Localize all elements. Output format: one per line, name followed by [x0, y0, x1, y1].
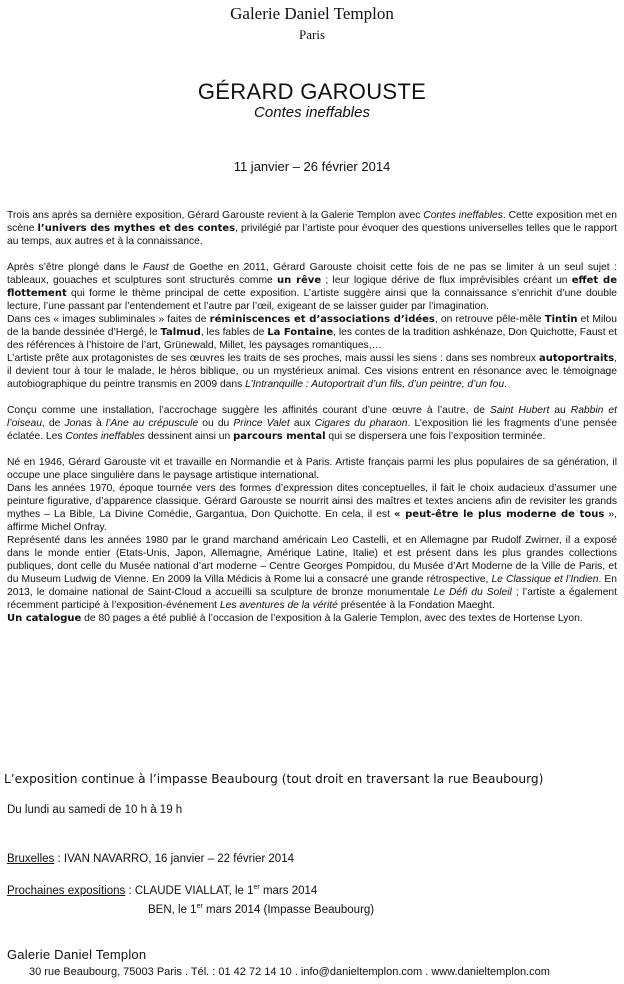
paragraph-catalogue	[7, 612, 617, 625]
continuation-notice: L’exposition continue à l’impasse Beaubourg (tout droit en traversant la rue Beaubourg)	[4, 772, 544, 786]
footer-contact: 30 rue Beaubourg, 75003 Paris . Tél. : 01 42 72 14 10 . info@danieltemplon.com . www.danieltemplon.com	[29, 966, 550, 978]
text-run: , de	[41, 418, 65, 429]
artist-name: GÉRARD GAROUSTE	[197, 79, 427, 104]
text-run: Après s’être plongé dans le	[7, 262, 143, 273]
upcoming-label: Prochaines expositions	[7, 885, 126, 897]
text-run: et Milou de la bande dessinée d’Hergé, le	[7, 314, 617, 338]
text-run-bold: parcours mental	[233, 431, 326, 442]
text-run: au	[549, 405, 571, 416]
text-run-bold: l’univers des mythes et des contes	[37, 223, 236, 234]
text-run: , les contes de la tradition ashkénaze, Don Quichotte, Faust et des références à l’histoire de l’art, Grünewald, Millet, les paysages romantiques,…	[7, 327, 618, 351]
text-run-italic: Rabbin et l’oiseau	[7, 405, 617, 429]
text-run: .	[504, 379, 507, 390]
text-run-bold: effet de flottement	[7, 275, 618, 299]
exhibition-dates: 11 janvier – 26 février 2014	[233, 159, 391, 174]
text-run: Dans les années 1970, époque tournée vers des formes d’expression dites conceptuelles, il fait le choix audacieux d’assumer une peinture figurative, d’apparence classique. Gérard Garouste se nourrit ainsi des maîtres et textes anciens afin de revisiter les grands mythes – La Bible, La Divine Comédie, Gargantua, Don Quichotte. En cela, il est	[7, 483, 617, 520]
text-run: Représenté dans les années 1980 par le grand marchand américain Leo Castelli, et en Allemagne par Rudolf Zwirner, il a exposé dans le monde entier (Etats-Unis, Japon, Allemagne, Amérique Latine, Italie) et est présent dans les plus grandes collections publiques, dont celle du Musée national d’art moderne – Centre Georges Pompidou, du Musée d’Art Moderne de la Ville de Paris, et du Museum Ludwig de Vienne. En 2009 la Villa Médicis à Rome lui a consacré une grande rétrospective,	[7, 535, 617, 585]
text-run-bold: réminiscences et d’associations d’idées	[209, 314, 435, 325]
text-run: ; leur logique dérive de flux imprévisibles créant un	[321, 275, 572, 286]
text-run-italic: Faust	[143, 262, 169, 273]
text-run-bold: un rêve	[277, 275, 322, 286]
text-run: Trois ans après sa dernière exposition, Gérard Garouste revient à la Galerie Templon avec	[7, 210, 424, 221]
text-run-bold: « peut-être le plus moderne de tous	[394, 509, 605, 520]
gallery-city: Paris	[299, 27, 325, 42]
text-run: Conçu comme une installation, l’accrochage suggère les affinités courant d’une œuvre à l’autre, de	[7, 405, 490, 416]
paragraph-faust	[7, 261, 617, 313]
brussels-text: : IVAN NAVARRO, 16 janvier – 22 février 2014	[54, 853, 294, 865]
paragraph-biography	[7, 456, 617, 482]
text-run: qui se dispersera une fois l’exposition terminée.	[325, 431, 546, 442]
paragraph-installation	[7, 404, 617, 443]
text-run: , les fables de	[200, 327, 268, 338]
ordinal-suffix: er	[253, 884, 260, 892]
text-run-italic: Les aventures de la vérité	[219, 600, 338, 611]
text-run-bold: autoportraits	[539, 353, 615, 364]
text-run: aux	[289, 418, 315, 429]
ordinal-suffix: er	[196, 903, 203, 911]
text-run-italic: L’Intranquille : Autoportrait d’un fils, d’un peintre, d’un fou	[245, 379, 505, 390]
text-run: . Cette exposition met en scène	[7, 210, 618, 234]
gallery-name-header: Galerie Daniel Templon	[230, 4, 394, 23]
text-run-bold: Un catalogue	[7, 613, 82, 624]
text-run-bold: Talmud	[160, 327, 201, 338]
text-run-italic: Contes ineffables	[65, 431, 145, 442]
text-run: Dans ces « images subliminales » faites de	[7, 314, 210, 325]
upcoming-line1-text: : CLAUDE VIALLAT, le 1	[125, 885, 254, 897]
paragraph-intro	[7, 209, 617, 248]
paragraph-images	[7, 313, 617, 352]
footer-gallery-name: Galerie Daniel Templon	[7, 947, 147, 962]
text-run-italic: Contes ineffables	[423, 210, 503, 221]
text-run: L’artiste prête aux protagonistes de ses œuvres les traits de ses proches, mais aussi les siens : dans ses nombreux	[7, 353, 540, 364]
exhibition-title: Contes ineffables	[254, 104, 370, 121]
text-run-italic: Cigares du pharaon	[314, 418, 408, 429]
opening-hours: Du lundi au samedi de 10 h à 19 h	[7, 804, 183, 816]
text-run: qui forme le thème principal de cette exposition. L’artiste suggère ainsi que la connaissance s’enrichit d’une double lecture, l’une passant par l’entendement et l’autre par l’œil, exigeant de se laisser guider par l’imagination.	[7, 288, 617, 312]
text-run: de 80 pages a été publié à l’occasion de l’exposition à la Galerie Templon, avec des textes de Hortense Lyon.	[81, 613, 583, 624]
text-run-italic: Jonas	[64, 418, 92, 429]
text-run: . En 2013, le domaine national de Saint-Cloud a accueilli sa sculpture de bronze monumentale	[7, 574, 617, 598]
text-run-italic: Le Classique et l’Indien	[491, 574, 599, 585]
upcoming-line1-date: mars 2014	[259, 885, 318, 897]
text-run: Né en 1946, Gérard Garouste vit et travaille en Normandie et à Paris. Artiste français parmi les plus populaires de sa génération, il occupe une place singulière dans le paysage artistique international.	[7, 457, 617, 481]
paragraph-collections	[7, 534, 617, 612]
upcoming-line2-text: BEN, le 1	[148, 904, 197, 916]
upcoming-exhibition-second	[148, 904, 374, 916]
text-run: », affirme Michel Onfray.	[7, 509, 617, 533]
text-run: , il devient tour à tour le malade, le héros biblique, ou un mystérieux animal. Ces visions entrent en résonance avec le témoignage autobiographique du peintre transmis en 2009 dans	[7, 353, 617, 390]
press-text	[7, 209, 617, 625]
paragraph-portraits	[7, 352, 617, 391]
text-run-bold: Tintin	[544, 314, 578, 325]
text-run-bold: La Fontaine	[267, 327, 334, 338]
text-run: , privilégié par l’artiste pour évoquer des questions universelles telles que le rapport au temps, aux autres et à la connaissance.	[7, 223, 617, 247]
text-run-italic: Le Défi du Soleil	[433, 587, 512, 598]
text-run: à	[91, 418, 106, 429]
text-run-italic: Prince Valet	[233, 418, 290, 429]
text-run: de Goethe en 2011, Gérard Garouste choisit cette fois de ne pas se limiter à un seul sujet : tableaux, gouaches et sculptures sont structurés comme	[7, 262, 617, 286]
upcoming-exhibitions	[7, 885, 317, 897]
text-run: . L’exposition lie les fragments d’une pensée éclatée. Les	[7, 418, 617, 442]
text-run: ou du	[198, 418, 234, 429]
text-run: présentée à la Fondation Maeght.	[337, 600, 495, 611]
text-run-italic: Saint Hubert	[489, 405, 550, 416]
text-run: , on retrouve pêle-mêle	[434, 314, 545, 325]
upcoming-line2-date: mars 2014 (Impasse Beaubourg)	[202, 904, 375, 916]
brussels-exhibition	[7, 853, 294, 865]
text-run: ; l’artiste a également récemment participé à l’exposition-événement	[7, 587, 618, 611]
paragraph-seventies	[7, 482, 617, 534]
brussels-label: Bruxelles	[7, 853, 55, 865]
text-run: dessinent ainsi un	[144, 431, 234, 442]
text-run-italic: l’Ane au crépuscule	[105, 418, 199, 429]
